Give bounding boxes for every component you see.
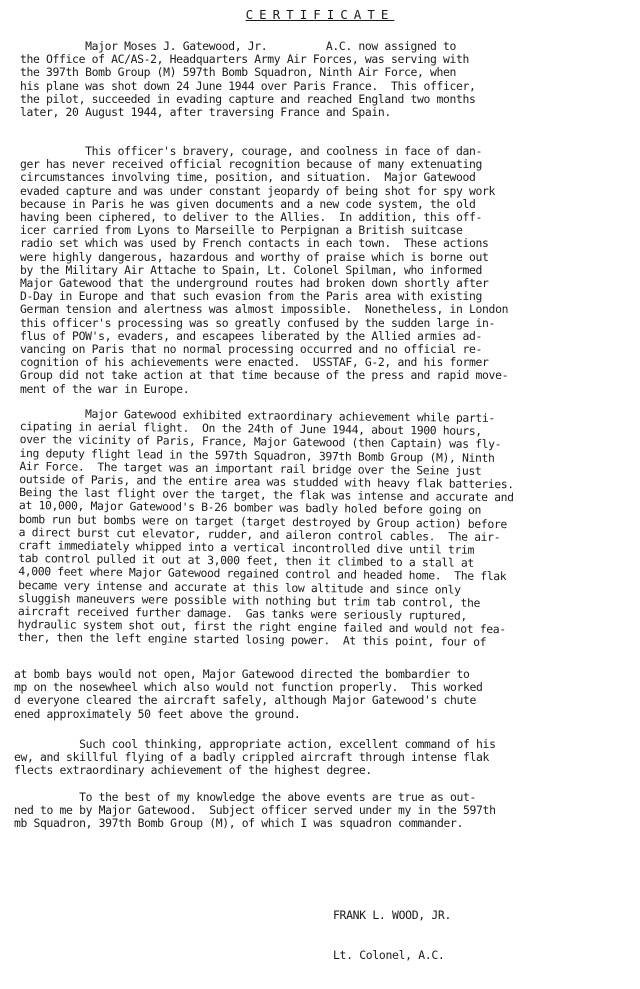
paragraph-assignment: Major Moses J. Gatewood, Jr. A.C. now assigned to the Office of AC/AS-2, Headquarters Army Air Forces, was serving with the 397th Bomb Group (M) 597th Bomb Squadron, Ninth Air Force, when his plane was shot down 24 June 1944 over Paris France. This officer, the pilot, succeeded in evading capture and reached England two months later, 20 August 1944, after traversing France and Spain. — [20, 39, 476, 120]
paragraph-aerial-flight: Major Gatewood exhibited extraordinary achievement while parti- cipating in aerial flight. On the 24th of June 1944, about 1900 hours, over the vicinity of Paris, France, Major Gatewood (then Captain) was fly- ing deputy flight lead in the 597th Squadron, 397th Bomb Group (M), Ninth Air Force. The target was an important rail bridge over the Seine just outside of Paris, and the entire area was studded with heavy flak batteries. Being the last flight over the target, the flak was intense and accurate and at 10,000, Major Gatewood's B-26 bomber was badly holed before going on bomb run but bombs were on target (target destroyed by Group action) before a direct burst cut elevator, rudder, and aileron control cables. The air- craft immediately whipped into a vertical incontrolled dive until trim tab control pulled it out at 3,000 feet, then it climbed to a stall at 4,000 feet where Major Gatewood regained control and headed home. The flak became very intense and accurate at this low altitude and since only sluggish maneuvers were possible with nothing but trim tab control, the aircraft received further damage. Gas tanks were seriously ruptured, hydraulic system shot out, first the right engine failed and would not fea- ther, then the left engine started losing power. At this point, four of — [17, 406, 514, 650]
signature-block — [333, 883, 451, 989]
signatory-rank: Lt. Colonel, A.C. — [333, 948, 445, 963]
paragraph-bravery: This officer's bravery, courage, and coolness in face of dan- ger has never received official recognition because of many extenuating circumstances involving time, position, and situation. Major Gatewood evaded capture and was under constant jeopardy of being shot for spy work because in Paris he was given documents and a new code system, the old having been ciphered, to deliver to the Allies. In addition, this off- icer carried from Lyons to Marseille to Perpignan a British suitcase radio set which was used by French contacts in each town. These actions were highly dangerous, hazardous and worthy of praise which is borne out by the Military Air Attache to Spain, Lt. Colonel Spilman, who informed Major Gatewood that the underground routes had broken down shortly after D-Day in Europe and that such evasion from the Paris area with existing German tension and alertness was almost impossible. Nonetheless, in London this officer's processing was so greatly confused by the sudden large in- flus of POW's, evaders, and escapees liberated by the Allied armies ad- vancing on Paris that no normal processing occurred and no official re- cognition of his achievements were enacted. USSTAF, G-2, and his former Group did not take action at that time because of the press and rapid move- ment of the war in Europe. — [20, 144, 509, 396]
signatory-name: FRANK L. WOOD, JR. — [333, 908, 452, 923]
paragraph-cool-thinking: Such cool thinking, appropriate action, excellent command of his ew, and skillful flying of a badly crippled aircraft through intense flak flects extraordinary achievement of the highest degree. — [14, 737, 496, 778]
paragraph-bail-out: at bomb bays would not open, Major Gatewood directed the bombardier to mp on the nosewheel which also would not function properly. This worked d everyone cleared the aircraft safely, although Major Gatewood's chute ened approximately 50 feet above the ground. — [14, 667, 483, 721]
certificate-title: CERTIFICATE — [245, 7, 395, 22]
paragraph-attestation: To the best of my knowledge the above events are true as out- ned to me by Major Gatewood. Subject officer served under my in the 597th mb Squadron, 397th Bomb Group (M), of which I was squadron commander. — [14, 790, 496, 831]
